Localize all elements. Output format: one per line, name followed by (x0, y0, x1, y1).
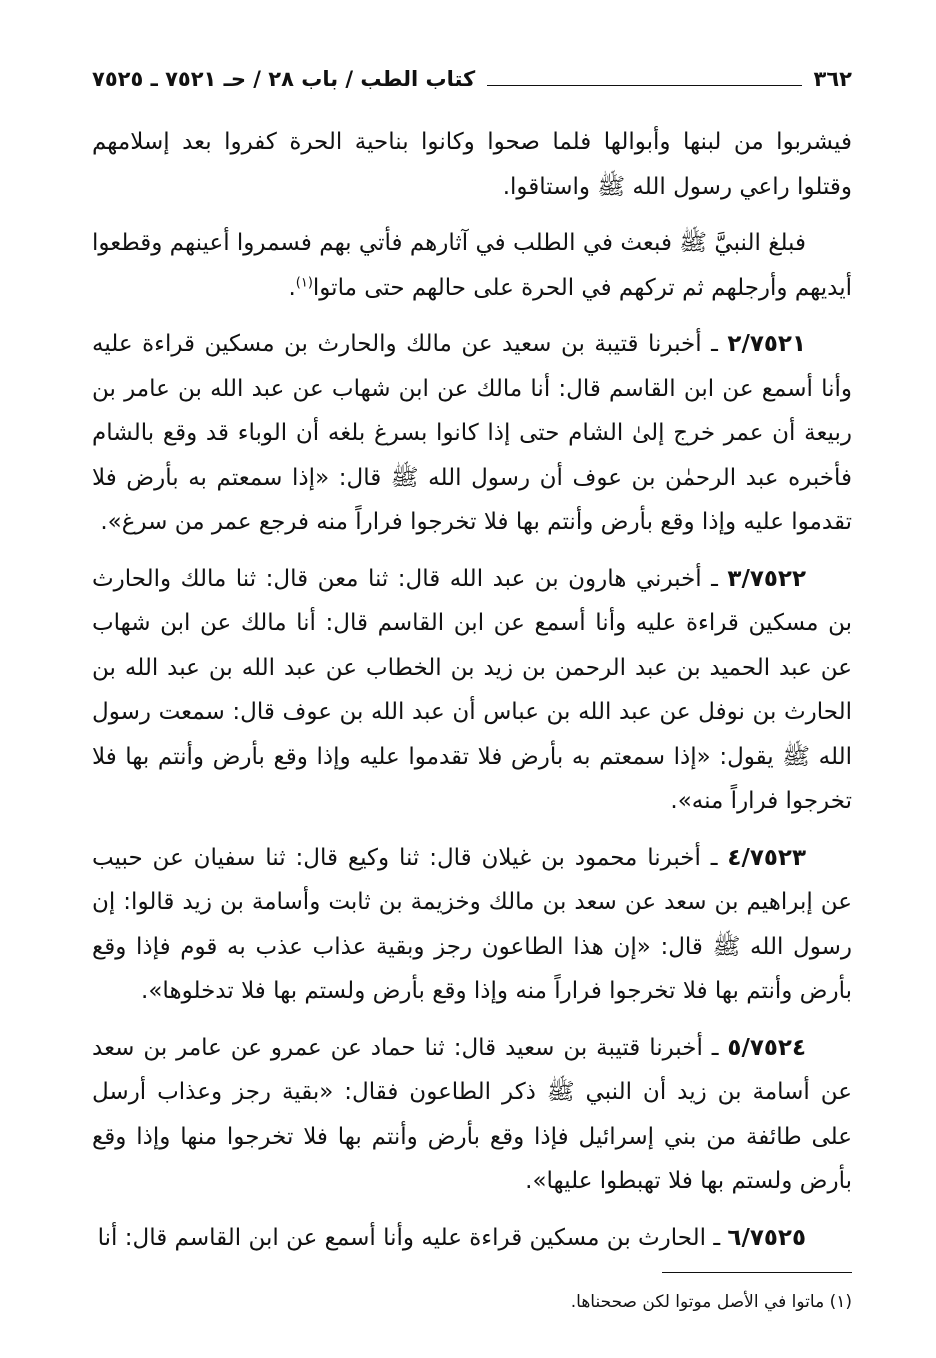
paragraph-text: ـ الحارث بن مسكين قراءة عليه وأنا أسمع عن ابن القاسم قال: أنا (97, 1224, 728, 1251)
running-header (92, 62, 852, 96)
footnote-reference[interactable]: (١) (295, 274, 313, 290)
paragraph-text: ـ أخبرني هارون بن عبد الله قال: ثنا معن قال: ثنا مالك والحارث بن مسكين قراءة عليه وأنا أسمع عن ابن القاسم قال: أنا مالك عن ابن شهاب عن عبد الحميد بن عبد الرحمن بن زيد بن الخطاب عن عبد الله بن عبد الله بن الحارث بن نوفل عن عبد الله بن عباس أن عبد الله بن عوف قال: سمعت رسول الله ﷺ يقول: «إذا سمعتم به بأرض فلا تقدموا عليه وإذا وقع بأرض وأنتم بها فلا تخرجوا فراراً منه». (92, 565, 852, 814)
hadith-paragraph (92, 836, 852, 1014)
hadith-number: ٣/٧٥٢٢ (727, 565, 806, 592)
paragraph-text: فيشربوا من لبنها وأبوالها فلما صحوا وكانوا بناحية الحرة كفروا بعد إسلامهم وقتلوا راعي رسول الله ﷺ واستاقوا. (92, 129, 852, 200)
hadith-number: ٥/٧٥٢٤ (727, 1034, 806, 1061)
paragraph-text: ـ أخبرنا قتيبة بن سعيد قال: ثنا حماد عن عمرو عن عامر بن سعد عن أسامة بن زيد أن النبي ﷺ ذكر الطاعون فقال: «بقية رجز وعذاب أرسل على طائفة من بني إسرائيل فإذا وقع بأرض وأنتم بها فلا تخرجوا منها وإذا وقع بأرض ولستم بها فلا تهبطوا عليها». (92, 1034, 852, 1194)
header-rule (487, 85, 801, 86)
hadith-number: ٦/٧٥٢٥ (727, 1224, 806, 1251)
paragraph-text: فبلغ النبيَّ ﷺ فبعث في الطلب في آثارهم فأتي بهم فسمروا أعينهم وقطعوا أيديهم وأرجلهم ثم تركهم في الحرة على حالهم حتى ماتوا (92, 230, 852, 301)
body-text (92, 120, 852, 1272)
hadith-paragraph (92, 322, 852, 545)
paragraph-end-mark: . (288, 274, 296, 301)
hadith-number: ٢/٧٥٢١ (727, 331, 806, 357)
hadith-paragraph (92, 1026, 852, 1204)
paragraph-text: ـ أخبرنا قتيبة بن سعيد عن مالك والحارث بن مسكين قراءة عليه وأنا أسمع عن ابن القاسم قال: أنا مالك عن ابن شهاب عن عبد الله بن عامر بن ربيعة أن عمر خرج إلىٰ الشام حتى إذا كانوا بسرغ بلغه أن الوباء قد وقع بالشام فأخبره عبد الرحمٰن بن عوف أن رسول الله ﷺ قال: «إذا سمعتم به بأرض فلا تقدموا عليه وإذا وقع بأرض وأنتم بها فلا تخرجوا فراراً منه فرجع عمر من سرغ». (92, 331, 852, 535)
footnote-divider (662, 1272, 852, 1273)
paragraph (92, 221, 852, 310)
page-number: ٣٦٢ (813, 67, 852, 91)
header-title: كتاب الطب / باب ٢٨ / حـ ٧٥٢١ ـ ٧٥٢٥ (92, 67, 476, 91)
hadith-paragraph (92, 557, 852, 824)
footnote: (١) ماتوا في الأصل موتوا لكن صححناها. (570, 1292, 852, 1312)
paragraph (92, 120, 852, 209)
hadith-paragraph (92, 1216, 852, 1261)
paragraph-text: ـ أخبرنا محمود بن غيلان قال: ثنا وكيع قال: ثنا سفيان عن حبيب عن إبراهيم بن سعد عن سعد بن مالك وخزيمة بن ثابت وأسامة بن زيد قالوا: إن رسول الله ﷺ قال: «إن هذا الطاعون رجز وبقية عذاب عذب به قوم فإذا وقع بأرض وأنتم بها فلا تخرجوا فراراً منه وإذا وقع بأرض ولستم بها فلا تدخلوها». (92, 844, 852, 1004)
hadith-number: ٤/٧٥٢٣ (727, 844, 806, 871)
